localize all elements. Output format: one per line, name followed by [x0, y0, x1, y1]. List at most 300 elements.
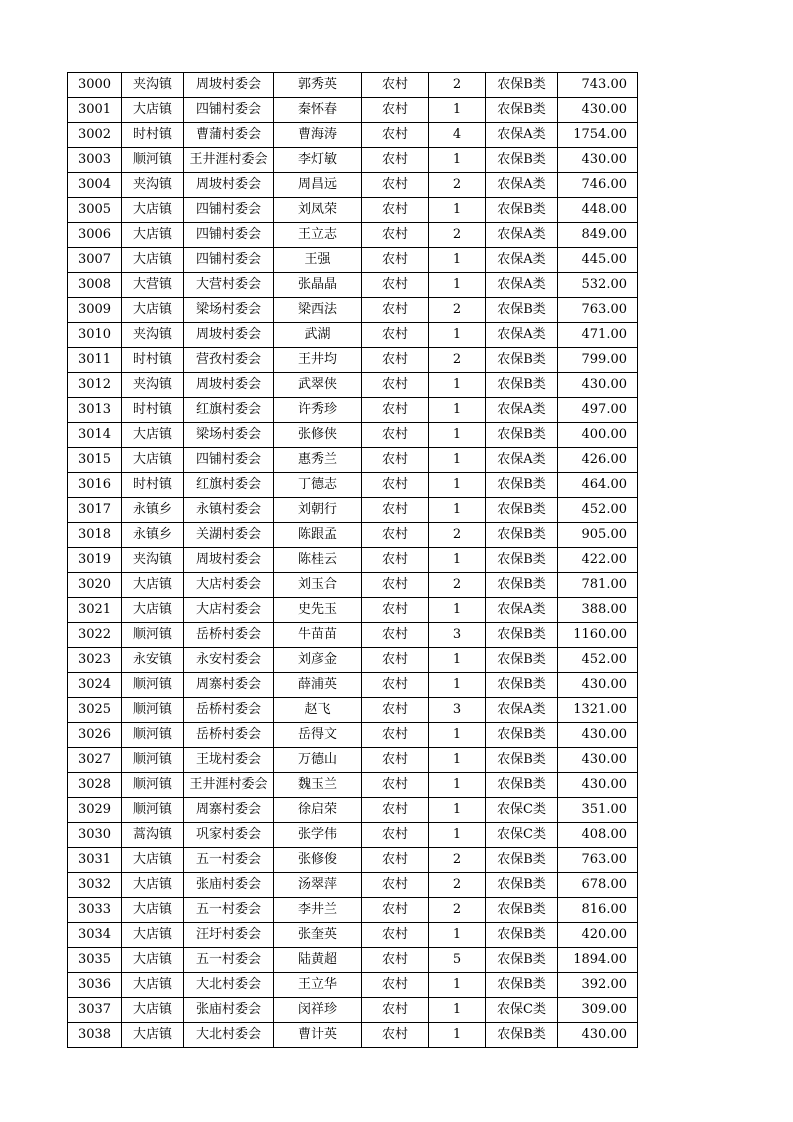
name-cell: 梁西法: [274, 298, 362, 323]
amount-cell: 799.00: [558, 348, 638, 373]
town-cell: 夹沟镇: [122, 373, 184, 398]
area-type-cell: 农村: [362, 923, 429, 948]
table-row: [68, 623, 638, 648]
name-cell: 张修俊: [274, 848, 362, 873]
town-cell: 时村镇: [122, 473, 184, 498]
amount-cell: 422.00: [558, 548, 638, 573]
area-type-cell: 农村: [362, 948, 429, 973]
insurance-category-cell: 农保B类: [486, 573, 558, 598]
name-cell: 曹计英: [274, 1023, 362, 1048]
name-cell: 王立华: [274, 973, 362, 998]
amount-cell: 448.00: [558, 198, 638, 223]
village-committee-cell: 大北村委会: [184, 1023, 274, 1048]
household-count-cell: 2: [429, 223, 486, 248]
amount-cell: 743.00: [558, 73, 638, 98]
village-committee-cell: 王垅村委会: [184, 748, 274, 773]
name-cell: 张修侠: [274, 423, 362, 448]
insurance-category-cell: 农保C类: [486, 798, 558, 823]
town-cell: 大店镇: [122, 973, 184, 998]
town-cell: 永安镇: [122, 648, 184, 673]
village-committee-cell: 永安村委会: [184, 648, 274, 673]
amount-cell: 392.00: [558, 973, 638, 998]
amount-cell: 746.00: [558, 173, 638, 198]
town-cell: 夹沟镇: [122, 548, 184, 573]
household-count-cell: 1: [429, 398, 486, 423]
village-committee-cell: 四铺村委会: [184, 448, 274, 473]
insurance-category-cell: 农保B类: [486, 673, 558, 698]
record-id-cell: 3013: [68, 398, 122, 423]
household-count-cell: 2: [429, 573, 486, 598]
village-committee-cell: 四铺村委会: [184, 223, 274, 248]
name-cell: 刘凤荣: [274, 198, 362, 223]
record-id-cell: 3038: [68, 1023, 122, 1048]
area-type-cell: 农村: [362, 673, 429, 698]
household-count-cell: 1: [429, 973, 486, 998]
household-count-cell: 1: [429, 923, 486, 948]
name-cell: 万德山: [274, 748, 362, 773]
name-cell: 汤翠萍: [274, 873, 362, 898]
household-count-cell: 1: [429, 198, 486, 223]
area-type-cell: 农村: [362, 98, 429, 123]
area-type-cell: 农村: [362, 448, 429, 473]
record-id-cell: 3009: [68, 298, 122, 323]
town-cell: 大店镇: [122, 948, 184, 973]
town-cell: 夹沟镇: [122, 323, 184, 348]
name-cell: 刘朝行: [274, 498, 362, 523]
name-cell: 王立志: [274, 223, 362, 248]
insurance-category-cell: 农保A类: [486, 273, 558, 298]
insurance-category-cell: 农保A类: [486, 598, 558, 623]
household-count-cell: 1: [429, 648, 486, 673]
table-row: [68, 423, 638, 448]
area-type-cell: 农村: [362, 773, 429, 798]
name-cell: 张学伟: [274, 823, 362, 848]
area-type-cell: 农村: [362, 173, 429, 198]
table-row: [68, 523, 638, 548]
name-cell: 郭秀英: [274, 73, 362, 98]
table-row: [68, 798, 638, 823]
table-row: [68, 648, 638, 673]
amount-cell: 400.00: [558, 423, 638, 448]
household-count-cell: 2: [429, 173, 486, 198]
household-count-cell: 1: [429, 798, 486, 823]
insurance-category-cell: 农保B类: [486, 98, 558, 123]
amount-cell: 464.00: [558, 473, 638, 498]
household-count-cell: 1: [429, 998, 486, 1023]
village-committee-cell: 永镇村委会: [184, 498, 274, 523]
amount-cell: 452.00: [558, 498, 638, 523]
table-row: [68, 123, 638, 148]
table-row: [68, 723, 638, 748]
table-row: [68, 248, 638, 273]
insurance-category-cell: 农保B类: [486, 723, 558, 748]
area-type-cell: 农村: [362, 498, 429, 523]
insurance-category-cell: 农保A类: [486, 223, 558, 248]
household-count-cell: 4: [429, 123, 486, 148]
town-cell: 大店镇: [122, 848, 184, 873]
amount-cell: 420.00: [558, 923, 638, 948]
household-count-cell: 1: [429, 748, 486, 773]
record-id-cell: 3011: [68, 348, 122, 373]
insurance-category-cell: 农保B类: [486, 198, 558, 223]
insurance-category-cell: 农保B类: [486, 373, 558, 398]
town-cell: 大店镇: [122, 923, 184, 948]
town-cell: 大店镇: [122, 448, 184, 473]
name-cell: 魏玉兰: [274, 773, 362, 798]
household-count-cell: 2: [429, 873, 486, 898]
record-id-cell: 3001: [68, 98, 122, 123]
household-count-cell: 2: [429, 298, 486, 323]
household-count-cell: 1: [429, 98, 486, 123]
insurance-category-cell: 农保A类: [486, 323, 558, 348]
name-cell: 武湖: [274, 323, 362, 348]
village-committee-cell: 四铺村委会: [184, 198, 274, 223]
area-type-cell: 农村: [362, 123, 429, 148]
insurance-category-cell: 农保B类: [486, 648, 558, 673]
amount-cell: 430.00: [558, 1023, 638, 1048]
village-committee-cell: 梁场村委会: [184, 423, 274, 448]
amount-cell: 816.00: [558, 898, 638, 923]
village-committee-cell: 营孜村委会: [184, 348, 274, 373]
table-row: [68, 698, 638, 723]
household-count-cell: 1: [429, 448, 486, 473]
area-type-cell: 农村: [362, 198, 429, 223]
amount-cell: 678.00: [558, 873, 638, 898]
record-id-cell: 3037: [68, 998, 122, 1023]
insurance-category-cell: 农保B类: [486, 348, 558, 373]
insurance-category-cell: 农保A类: [486, 698, 558, 723]
amount-cell: 781.00: [558, 573, 638, 598]
amount-cell: 905.00: [558, 523, 638, 548]
town-cell: 顺河镇: [122, 623, 184, 648]
record-id-cell: 3031: [68, 848, 122, 873]
amount-cell: 497.00: [558, 398, 638, 423]
name-cell: 许秀珍: [274, 398, 362, 423]
town-cell: 大店镇: [122, 573, 184, 598]
area-type-cell: 农村: [362, 973, 429, 998]
area-type-cell: 农村: [362, 573, 429, 598]
name-cell: 薛浦英: [274, 673, 362, 698]
household-count-cell: 1: [429, 723, 486, 748]
area-type-cell: 农村: [362, 248, 429, 273]
household-count-cell: 1: [429, 373, 486, 398]
table-row: [68, 923, 638, 948]
town-cell: 顺河镇: [122, 798, 184, 823]
village-committee-cell: 岳桥村委会: [184, 723, 274, 748]
area-type-cell: 农村: [362, 398, 429, 423]
insurance-category-cell: 农保B类: [486, 73, 558, 98]
town-cell: 大店镇: [122, 998, 184, 1023]
household-count-cell: 1: [429, 248, 486, 273]
record-id-cell: 3025: [68, 698, 122, 723]
name-cell: 张奎英: [274, 923, 362, 948]
area-type-cell: 农村: [362, 73, 429, 98]
insurance-category-cell: 农保B类: [486, 898, 558, 923]
household-count-cell: 1: [429, 673, 486, 698]
amount-cell: 408.00: [558, 823, 638, 848]
household-count-cell: 1: [429, 273, 486, 298]
village-committee-cell: 周坡村委会: [184, 173, 274, 198]
table-row: [68, 973, 638, 998]
insurance-category-cell: 农保B类: [486, 748, 558, 773]
record-id-cell: 3030: [68, 823, 122, 848]
town-cell: 时村镇: [122, 348, 184, 373]
town-cell: 大店镇: [122, 423, 184, 448]
amount-cell: 351.00: [558, 798, 638, 823]
amount-cell: 532.00: [558, 273, 638, 298]
town-cell: 大店镇: [122, 248, 184, 273]
household-count-cell: 1: [429, 498, 486, 523]
table-row: [68, 73, 638, 98]
village-committee-cell: 五一村委会: [184, 948, 274, 973]
record-id-cell: 3002: [68, 123, 122, 148]
record-id-cell: 3029: [68, 798, 122, 823]
record-id-cell: 3033: [68, 898, 122, 923]
table-row: [68, 848, 638, 873]
household-count-cell: 2: [429, 523, 486, 548]
table-row: [68, 1023, 638, 1048]
household-count-cell: 1: [429, 823, 486, 848]
amount-cell: 309.00: [558, 998, 638, 1023]
town-cell: 时村镇: [122, 398, 184, 423]
record-id-cell: 3036: [68, 973, 122, 998]
town-cell: 顺河镇: [122, 773, 184, 798]
amount-cell: 1894.00: [558, 948, 638, 973]
record-id-cell: 3034: [68, 923, 122, 948]
area-type-cell: 农村: [362, 548, 429, 573]
area-type-cell: 农村: [362, 698, 429, 723]
name-cell: 岳得文: [274, 723, 362, 748]
insurance-category-cell: 农保B类: [486, 848, 558, 873]
village-committee-cell: 五一村委会: [184, 848, 274, 873]
town-cell: 夹沟镇: [122, 73, 184, 98]
table-row: [68, 948, 638, 973]
amount-cell: 1160.00: [558, 623, 638, 648]
record-id-cell: 3014: [68, 423, 122, 448]
insurance-category-cell: 农保B类: [486, 923, 558, 948]
town-cell: 顺河镇: [122, 748, 184, 773]
area-type-cell: 农村: [362, 598, 429, 623]
area-type-cell: 农村: [362, 623, 429, 648]
name-cell: 陈桂云: [274, 548, 362, 573]
records-table-body: [68, 73, 638, 1048]
records-table: [67, 72, 638, 1048]
amount-cell: 430.00: [558, 773, 638, 798]
name-cell: 王强: [274, 248, 362, 273]
town-cell: 大店镇: [122, 198, 184, 223]
village-committee-cell: 大营村委会: [184, 273, 274, 298]
area-type-cell: 农村: [362, 298, 429, 323]
table-row: [68, 98, 638, 123]
amount-cell: 430.00: [558, 723, 638, 748]
village-committee-cell: 大店村委会: [184, 573, 274, 598]
record-id-cell: 3021: [68, 598, 122, 623]
table-row: [68, 273, 638, 298]
village-committee-cell: 周坡村委会: [184, 373, 274, 398]
village-committee-cell: 五一村委会: [184, 898, 274, 923]
town-cell: 永镇乡: [122, 523, 184, 548]
village-committee-cell: 四铺村委会: [184, 248, 274, 273]
insurance-category-cell: 农保A类: [486, 123, 558, 148]
household-count-cell: 3: [429, 623, 486, 648]
town-cell: 顺河镇: [122, 673, 184, 698]
area-type-cell: 农村: [362, 998, 429, 1023]
amount-cell: 471.00: [558, 323, 638, 348]
town-cell: 永镇乡: [122, 498, 184, 523]
record-id-cell: 3003: [68, 148, 122, 173]
record-id-cell: 3016: [68, 473, 122, 498]
area-type-cell: 农村: [362, 423, 429, 448]
table-row: [68, 198, 638, 223]
town-cell: 大店镇: [122, 98, 184, 123]
insurance-category-cell: 农保B类: [486, 948, 558, 973]
town-cell: 顺河镇: [122, 148, 184, 173]
household-count-cell: 1: [429, 323, 486, 348]
record-id-cell: 3010: [68, 323, 122, 348]
record-id-cell: 3006: [68, 223, 122, 248]
record-id-cell: 3008: [68, 273, 122, 298]
record-id-cell: 3022: [68, 623, 122, 648]
name-cell: 张晶晶: [274, 273, 362, 298]
household-count-cell: 2: [429, 898, 486, 923]
village-committee-cell: 汪圩村委会: [184, 923, 274, 948]
insurance-category-cell: 农保B类: [486, 148, 558, 173]
village-committee-cell: 梁场村委会: [184, 298, 274, 323]
table-row: [68, 323, 638, 348]
household-count-cell: 1: [429, 423, 486, 448]
village-committee-cell: 红旗村委会: [184, 473, 274, 498]
record-id-cell: 3007: [68, 248, 122, 273]
town-cell: 夹沟镇: [122, 173, 184, 198]
household-count-cell: 2: [429, 348, 486, 373]
village-committee-cell: 张庙村委会: [184, 873, 274, 898]
name-cell: 周昌远: [274, 173, 362, 198]
table-row: [68, 898, 638, 923]
insurance-category-cell: 农保B类: [486, 773, 558, 798]
area-type-cell: 农村: [362, 323, 429, 348]
area-type-cell: 农村: [362, 898, 429, 923]
amount-cell: 430.00: [558, 98, 638, 123]
insurance-category-cell: 农保B类: [486, 1023, 558, 1048]
record-id-cell: 3018: [68, 523, 122, 548]
record-id-cell: 3012: [68, 373, 122, 398]
town-cell: 大店镇: [122, 873, 184, 898]
town-cell: 大店镇: [122, 1023, 184, 1048]
village-committee-cell: 周寨村委会: [184, 798, 274, 823]
name-cell: 徐启荣: [274, 798, 362, 823]
area-type-cell: 农村: [362, 148, 429, 173]
town-cell: 蒿沟镇: [122, 823, 184, 848]
area-type-cell: 农村: [362, 648, 429, 673]
table-row: [68, 748, 638, 773]
table-row: [68, 673, 638, 698]
record-id-cell: 3015: [68, 448, 122, 473]
town-cell: 大店镇: [122, 298, 184, 323]
insurance-category-cell: 农保C类: [486, 823, 558, 848]
amount-cell: 445.00: [558, 248, 638, 273]
insurance-category-cell: 农保B类: [486, 423, 558, 448]
name-cell: 刘彦金: [274, 648, 362, 673]
table-row: [68, 348, 638, 373]
town-cell: 顺河镇: [122, 698, 184, 723]
amount-cell: 430.00: [558, 748, 638, 773]
record-id-cell: 3020: [68, 573, 122, 598]
name-cell: 李井兰: [274, 898, 362, 923]
record-id-cell: 3024: [68, 673, 122, 698]
record-id-cell: 3035: [68, 948, 122, 973]
area-type-cell: 农村: [362, 348, 429, 373]
amount-cell: 763.00: [558, 298, 638, 323]
insurance-category-cell: 农保A类: [486, 448, 558, 473]
household-count-cell: 1: [429, 148, 486, 173]
town-cell: 大店镇: [122, 598, 184, 623]
area-type-cell: 农村: [362, 373, 429, 398]
name-cell: 丁德志: [274, 473, 362, 498]
table-row: [68, 823, 638, 848]
area-type-cell: 农村: [362, 823, 429, 848]
name-cell: 武翠侠: [274, 373, 362, 398]
amount-cell: 1754.00: [558, 123, 638, 148]
insurance-category-cell: 农保B类: [486, 298, 558, 323]
village-committee-cell: 红旗村委会: [184, 398, 274, 423]
record-id-cell: 3026: [68, 723, 122, 748]
village-committee-cell: 张庙村委会: [184, 998, 274, 1023]
household-count-cell: 1: [429, 473, 486, 498]
area-type-cell: 农村: [362, 798, 429, 823]
village-committee-cell: 王井涯村委会: [184, 148, 274, 173]
table-row: [68, 773, 638, 798]
table-row: [68, 298, 638, 323]
village-committee-cell: 周寨村委会: [184, 673, 274, 698]
household-count-cell: 1: [429, 1023, 486, 1048]
insurance-category-cell: 农保B类: [486, 523, 558, 548]
village-committee-cell: 巩家村委会: [184, 823, 274, 848]
household-count-cell: 1: [429, 598, 486, 623]
record-id-cell: 3005: [68, 198, 122, 223]
area-type-cell: 农村: [362, 473, 429, 498]
record-id-cell: 3019: [68, 548, 122, 573]
record-id-cell: 3004: [68, 173, 122, 198]
area-type-cell: 农村: [362, 1023, 429, 1048]
amount-cell: 763.00: [558, 848, 638, 873]
record-id-cell: 3023: [68, 648, 122, 673]
area-type-cell: 农村: [362, 748, 429, 773]
area-type-cell: 农村: [362, 273, 429, 298]
table-row: [68, 498, 638, 523]
table-row: [68, 998, 638, 1023]
household-count-cell: 5: [429, 948, 486, 973]
name-cell: 牛苗苗: [274, 623, 362, 648]
record-id-cell: 3027: [68, 748, 122, 773]
name-cell: 闵祥珍: [274, 998, 362, 1023]
village-committee-cell: 周坡村委会: [184, 73, 274, 98]
table-row: [68, 873, 638, 898]
insurance-category-cell: 农保B类: [486, 873, 558, 898]
area-type-cell: 农村: [362, 873, 429, 898]
table-row: [68, 598, 638, 623]
name-cell: 王井均: [274, 348, 362, 373]
town-cell: 大店镇: [122, 898, 184, 923]
village-committee-cell: 王井涯村委会: [184, 773, 274, 798]
table-row: [68, 573, 638, 598]
insurance-category-cell: 农保B类: [486, 973, 558, 998]
village-committee-cell: 大北村委会: [184, 973, 274, 998]
amount-cell: 426.00: [558, 448, 638, 473]
record-id-cell: 3000: [68, 73, 122, 98]
insurance-category-cell: 农保B类: [486, 473, 558, 498]
village-committee-cell: 周坡村委会: [184, 548, 274, 573]
amount-cell: 430.00: [558, 673, 638, 698]
